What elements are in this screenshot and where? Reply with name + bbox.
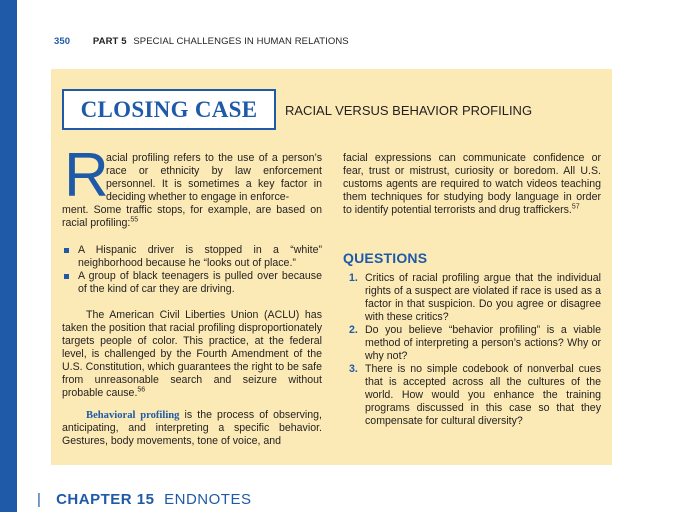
question-number: 1. <box>349 272 358 284</box>
case-title-box <box>62 89 276 130</box>
aclu-paragraph <box>62 309 322 400</box>
question-number: 3. <box>349 363 358 375</box>
intro-text: ment. Some traffic stops, for example, are based on racial profiling: <box>62 204 322 229</box>
intro-paragraph-indented: acial profiling refers to the use of a person’s race or ethnicity by law enforcement personnel. It is sometimes a key factor in deciding whether to engage in enforce- <box>106 152 322 203</box>
list-item-text: A group of black teenagers is pulled over because of the kind of car they are driving. <box>78 270 322 295</box>
footer-separator: | <box>37 491 42 508</box>
footer-chapter: CHAPTER 15 <box>56 491 155 508</box>
example-list <box>62 244 322 296</box>
chapter-footer <box>37 491 251 508</box>
key-term: Behavioral profiling <box>86 410 180 421</box>
question-text: There is no simple codebook of nonverbal cues that is accepted across all the cultures of the world. How would you enhance the training programs discussed in this case so that they compensate for cultural diversity? <box>365 363 601 427</box>
running-header <box>54 36 349 47</box>
right-text: facial expressions can communicate confidence or fear, trust or mistrust, curiosity or boredom. All U.S. customs agents are required to watch videos teaching them techniques for studying body language in order to identify potential terrorists and drug traffickers. <box>343 152 601 216</box>
intro-paragraph-continued <box>62 204 322 230</box>
bullet-square-icon <box>64 274 69 279</box>
question-text: Critics of racial profiling argue that the individual rights of a suspect are violated if race is used as a factor in that suspicion. Do you agree or disagree with these critics? <box>365 272 601 323</box>
page-number: 350 <box>54 36 71 47</box>
question-number: 2. <box>349 324 358 336</box>
drop-cap: R <box>64 141 109 210</box>
question-item <box>343 324 601 363</box>
aclu-text <box>62 309 322 400</box>
aclu-text-body: The American Civil Liberties Union (ACLU) has taken the position that racial profiling disproportionately targets people of color. This practice, at the federal level, is challenged by the Fourth Amendment of the U.S. Constitution, which guarantees the right to be safe from unreasonable search and seizure without probable cause. <box>62 309 322 399</box>
case-title: CLOSING CASE <box>80 96 258 122</box>
endnote-ref: 56 <box>137 386 146 394</box>
question-item <box>343 272 601 324</box>
list-item-text: A Hispanic driver is stopped in a “white” neighborhood because he “looks out of place.” <box>78 244 322 269</box>
right-column-paragraph <box>343 152 601 217</box>
part-title: SPECIAL CHALLENGES IN HUMAN RELATIONS <box>133 36 349 47</box>
questions-heading: QUESTIONS <box>343 250 428 266</box>
case-subtitle: RACIAL VERSUS BEHAVIOR PROFILING <box>285 103 533 118</box>
question-text: Do you believe “behavior profiling” is a viable method of interpreting a person’s actions? Why or why not? <box>365 324 601 362</box>
endnote-ref: 55 <box>130 216 139 224</box>
questions-list <box>343 272 601 428</box>
question-item <box>343 363 601 428</box>
footer-section: ENDNOTES <box>164 491 252 508</box>
behavioral-text: is the process of observing, anticipating, and interpreting a specific behavior. Gestures, body movements, tone of voice, and <box>62 409 322 447</box>
list-item <box>62 270 322 296</box>
bullet-square-icon <box>64 248 69 253</box>
endnote-ref: 57 <box>571 203 580 211</box>
list-item <box>62 244 322 270</box>
behavioral-profiling-paragraph <box>62 409 322 448</box>
part-label: PART 5 <box>92 36 127 47</box>
page-edge-bar <box>0 0 17 512</box>
